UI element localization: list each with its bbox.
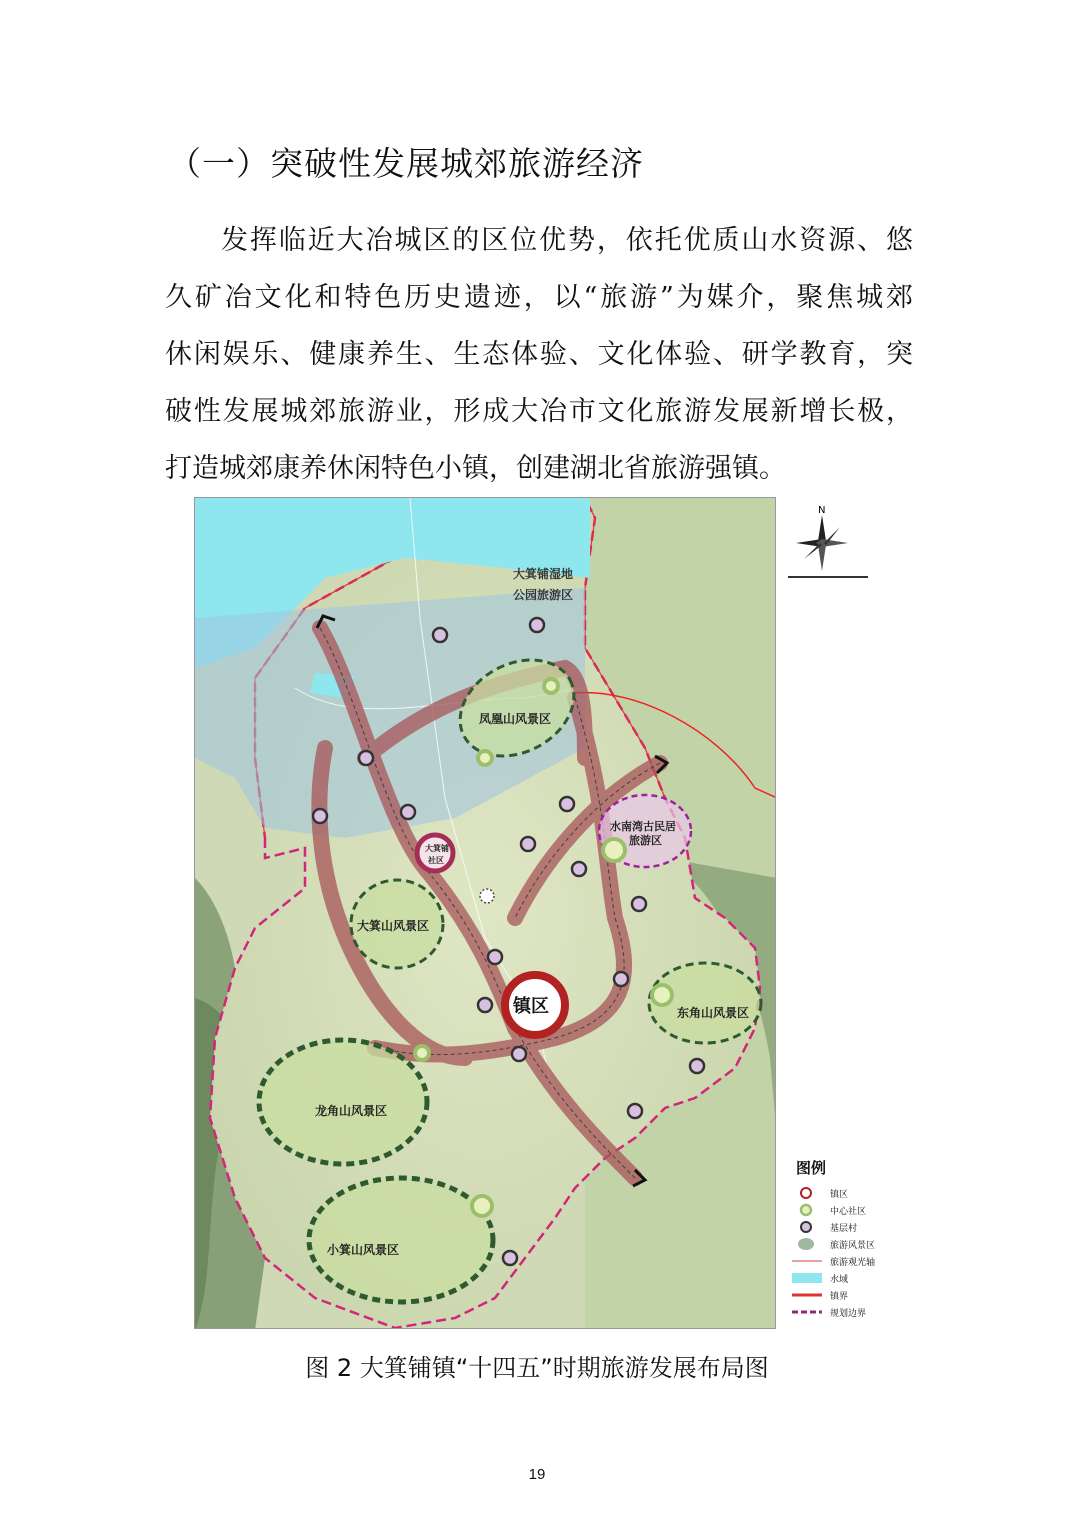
zone-xiaoji bbox=[309, 1178, 493, 1302]
legend-item: 旅游观光轴 bbox=[830, 1257, 876, 1268]
body-paragraph bbox=[165, 212, 913, 497]
label-daji: 大箕山风景区 bbox=[357, 919, 430, 933]
paragraph-line: 休闲娱乐、健康养生、生态体验、文化体验、研学教育，突 bbox=[165, 339, 913, 370]
paragraph-line: 发挥临近大冶城区的区位优势，依托优质山水资源、悠 bbox=[221, 225, 913, 256]
figure-caption: 图 2 大箕铺镇“十四五”时期旅游发展布局图 bbox=[305, 1354, 769, 1382]
compass-north: N bbox=[818, 505, 826, 516]
label-community2: 社区 bbox=[428, 856, 444, 865]
label-community1: 大箕铺 bbox=[425, 844, 449, 853]
section-heading: （一）突破性发展城郊旅游经济 bbox=[168, 144, 644, 183]
label-town: 镇区 bbox=[513, 996, 549, 1017]
legend-item: 旅游风景区 bbox=[792, 1236, 875, 1252]
label-shuinan1: 水南湾古民居 bbox=[610, 820, 676, 833]
label-xiaoji: 小箕山风景区 bbox=[327, 1243, 400, 1257]
page-number: 19 bbox=[528, 1466, 546, 1483]
tourism-layout-figure bbox=[194, 497, 878, 1329]
label-longjiao: 龙角山风景区 bbox=[315, 1104, 388, 1118]
legend-item: 规划边界 bbox=[830, 1308, 867, 1319]
label-shuinan2: 旅游区 bbox=[629, 834, 662, 847]
legend-item: 中心社区 bbox=[792, 1202, 866, 1218]
junction-marker bbox=[480, 889, 494, 903]
map-sidebar bbox=[782, 497, 878, 1329]
daji-community bbox=[417, 835, 453, 871]
legend-item: 镇界 bbox=[830, 1291, 849, 1302]
compass-rose bbox=[782, 497, 878, 597]
paragraph-line: 打造城郊康养休闲特色小镇，创建湖北省旅游强镇。 bbox=[165, 453, 786, 484]
legend-item: 基层村 bbox=[792, 1219, 857, 1235]
paragraph-line: 久矿冶文化和特色历史遗迹，以“旅游”为媒介，聚焦城郊 bbox=[165, 282, 913, 313]
paragraph-line: 破性发展城郊旅游业，形成大冶市文化旅游发展新增长极， bbox=[165, 396, 913, 427]
zone-longjiao bbox=[259, 1040, 427, 1164]
label-fenghuang: 凤凰山风景区 bbox=[479, 712, 552, 726]
label-wetland: 大箕铺湿地 bbox=[513, 567, 574, 581]
label-wetland2: 公园旅游区 bbox=[513, 588, 574, 602]
tourism-map bbox=[194, 497, 776, 1329]
legend-item: 水域 bbox=[792, 1270, 848, 1286]
legend-item: 镇区 bbox=[792, 1185, 848, 1201]
label-dongjiao: 东角山风景区 bbox=[677, 1006, 750, 1020]
map-canvas bbox=[195, 498, 776, 1329]
legend-title: 图例 bbox=[796, 1159, 827, 1177]
